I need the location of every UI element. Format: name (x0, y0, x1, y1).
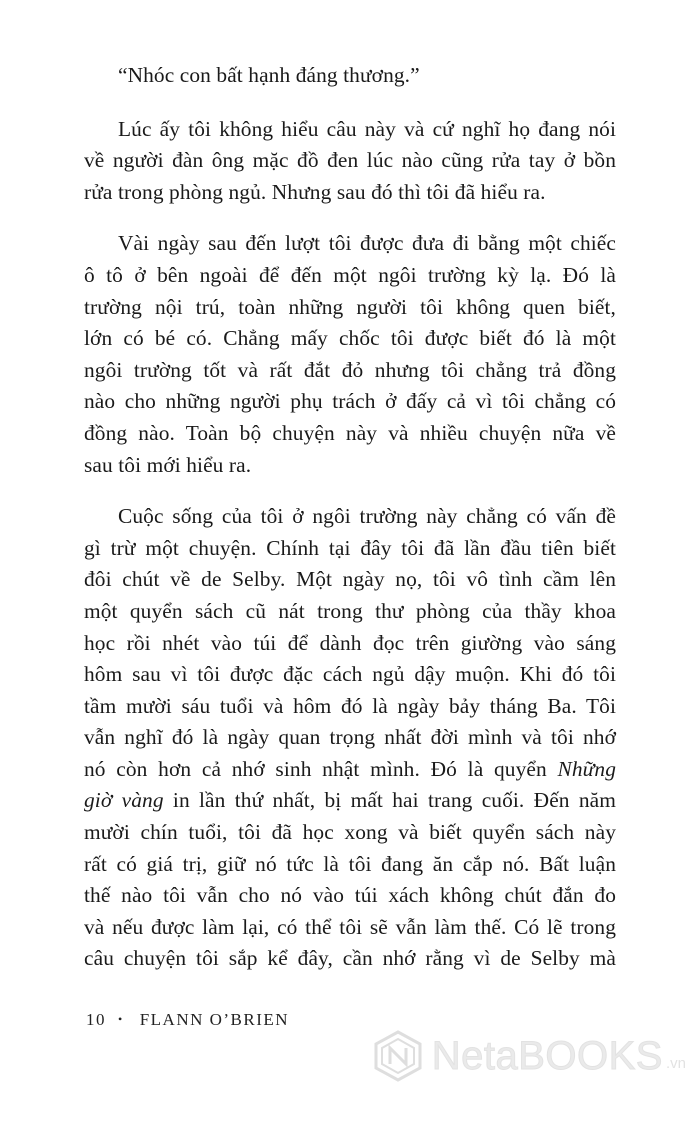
text-line: lớn có bé có. Chẳng mấy chốc tôi được biết đó là một (84, 326, 616, 351)
text-run: nó còn hơn cả nhớ sinh nhật mình. Đó là quyển (84, 756, 547, 781)
text-line (84, 785, 616, 817)
paragraph-2 (84, 114, 616, 209)
paragraph-3 (84, 228, 616, 481)
text-line: đôi chút về de Selby. Một ngày nọ, tôi vô tình cầm lên (84, 567, 616, 592)
text-line: câu chuyện tôi sắp kể đây, cần nhớ rằng vì de Selby mà (84, 946, 616, 971)
text-line: ngôi trường tốt và rất đắt đỏ nhưng tôi chẳng trả đồng (84, 357, 616, 382)
text-run: in lần thứ nhất, bị mất hai trang cuối. Đến năm (163, 788, 616, 813)
text-line: Lúc ấy tôi không hiểu câu này và cứ nghĩ họ đang nói (118, 116, 616, 141)
text-line: đồng nào. Toàn bộ chuyện này và nhiều chuyện nữa về (84, 420, 616, 445)
watermark-brand: NetaBOOKS (431, 1033, 663, 1078)
page-footer (86, 1010, 289, 1030)
watermark-suffix: .vn (665, 1054, 686, 1072)
text-line: “Nhóc con bất hạnh đáng thương.” (118, 63, 420, 87)
author-name: FLANN O’BRIEN (139, 1010, 290, 1029)
text-line: trường nội trú, toàn những người tôi không quen biết, (84, 294, 616, 319)
book-title-italic: giờ vàng (84, 788, 164, 813)
text-line: Vài ngày sau đến lượt tôi được đưa đi bằng một chiếc (118, 231, 616, 256)
text-line: tầm mười sáu tuổi và hôm đó là ngày bảy tháng Ba. Tôi (84, 693, 616, 718)
book-title-italic: Những (557, 756, 616, 781)
text-line: một quyển sách cũ nát trong thư phòng của thầy khoa (84, 598, 616, 623)
text-line: ô tô ở bên ngoài để đến một ngôi trường kỳ lạ. Đó là (84, 262, 616, 287)
text-line: rửa trong phòng ngủ. Nhưng sau đó thì tôi đã hiểu ra. (84, 179, 546, 204)
text-line (84, 754, 616, 786)
text-line: nào cho những người phụ trách ở đấy cả vì tôi chẳng có (84, 389, 616, 414)
text-line: hôm sau vì tôi được đặc cách ngủ dậy muộn. Khi đó tôi (84, 662, 616, 687)
text-line: rất có giá trị, giữ nó tức là tôi đang ăn cắp nó. Bất luận (84, 851, 616, 876)
text-line: Cuộc sống của tôi ở ngôi trường này chẳng có vấn đề (118, 504, 616, 529)
text-line: học rồi nhét vào túi để dành đọc trên giường vào sáng (84, 630, 616, 655)
paragraph-4 (84, 501, 616, 975)
footer-separator: • (118, 1012, 124, 1026)
watermark (372, 1030, 686, 1082)
netabooks-logo-icon (372, 1030, 424, 1082)
page-number: 10 (86, 1010, 106, 1029)
text-line: gì trừ một chuyện. Chính tại đây tôi đã lần đầu tiên biết (84, 535, 616, 560)
text-line: mười chín tuổi, tôi đã học xong và biết quyển sách này (84, 820, 616, 845)
text-line: sau tôi mới hiểu ra. (84, 452, 252, 477)
text-line: và nếu được làm lại, có thể tôi sẽ vẫn làm thế. Có lẽ trong (84, 914, 616, 939)
page-body (84, 60, 616, 995)
paragraph-1 (84, 60, 616, 92)
text-line: vẫn nghĩ đó là ngày quan trọng nhất đời mình và tôi nhớ (84, 725, 616, 750)
text-line: về người đàn ông mặc đồ đen lúc nào cũng rửa tay ở bồn (84, 148, 616, 173)
text-line: thế nào tôi vẫn cho nó vào túi xách không chút đắn đo (84, 883, 616, 908)
